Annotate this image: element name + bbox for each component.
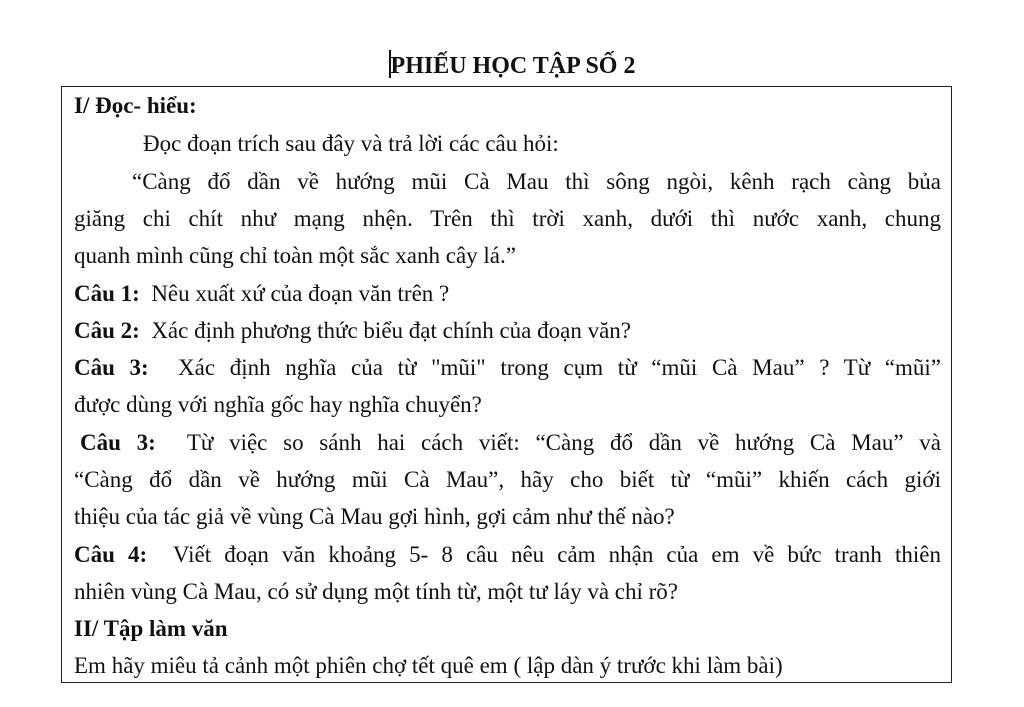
passage-line-1: “Càng đổ dần về hướng mũi Cà Mau thì sông ngòi, kênh rạch càng bủa xyxy=(132,169,941,194)
question-2 xyxy=(74,316,941,346)
question-3a-line-2: được dùng với nghĩa gốc hay nghĩa chuyển? xyxy=(74,392,482,417)
essay-prompt: Em hãy miêu tả cảnh một phiên chợ tết quê em ( lập dàn ý trước khi làm bài) xyxy=(74,653,783,678)
question-4-line-1 xyxy=(74,540,941,570)
question-1-text: Nêu xuất xứ của đoạn văn trên ? xyxy=(151,281,450,306)
section2-heading: II/ Tập làm văn xyxy=(74,616,228,641)
question-3a-line-1 xyxy=(74,353,941,383)
question-4-label: Câu 4: xyxy=(74,542,148,567)
question-3a-text-1: Xác định nghĩa của từ "mũi" trong cụm từ “mũi Cà Mau” ? Từ “mũi” xyxy=(178,355,942,380)
question-4-line-2: nhiên vùng Cà Mau, có sử dụng một tính từ, một tư láy và chỉ rõ? xyxy=(74,579,679,604)
passage-line-2: giăng chi chít như mạng nhện. Trên thì trời xanh, dưới thì nước xanh, chung xyxy=(74,206,941,231)
page-title xyxy=(0,48,1024,84)
section1-heading: I/ Đọc- hiểu: xyxy=(74,93,197,118)
question-3b-text-1: Từ việc so sánh hai cách viết: “Càng đổ dần về hướng Cà Mau” và xyxy=(186,430,941,455)
worksheet-box xyxy=(61,86,952,683)
title-text: PHIẾU HỌC TẬP SỐ 2 xyxy=(390,53,636,79)
passage-line-3: quanh mình cũng chỉ toàn một sắc xanh cây lá.” xyxy=(74,243,516,268)
question-3b-label: Câu 3: xyxy=(80,430,156,455)
question-3b-line-1 xyxy=(80,428,941,458)
question-4-text-1: Viết đoạn văn khoảng 5- 8 câu nêu cảm nhận của em về bức tranh thiên xyxy=(172,542,941,567)
question-3b-line-3: thiệu của tác giả về vùng Cà Mau gợi hình, gợi cảm như thế nào? xyxy=(74,504,675,529)
question-2-text: Xác định phương thức biểu đạt chính của đoạn văn? xyxy=(151,318,632,343)
question-1-label: Câu 1: xyxy=(74,281,140,306)
question-1 xyxy=(74,279,941,309)
reading-instruction: Đọc đoạn trích sau đây và trả lời các câu hỏi: xyxy=(143,131,559,156)
question-2-label: Câu 2: xyxy=(74,318,140,343)
question-3b-line-2: “Càng đổ dần về hướng mũi Cà Mau”, hãy cho biết từ “mũi” khiến cách giới xyxy=(74,467,941,492)
question-3a-label: Câu 3: xyxy=(74,355,149,380)
